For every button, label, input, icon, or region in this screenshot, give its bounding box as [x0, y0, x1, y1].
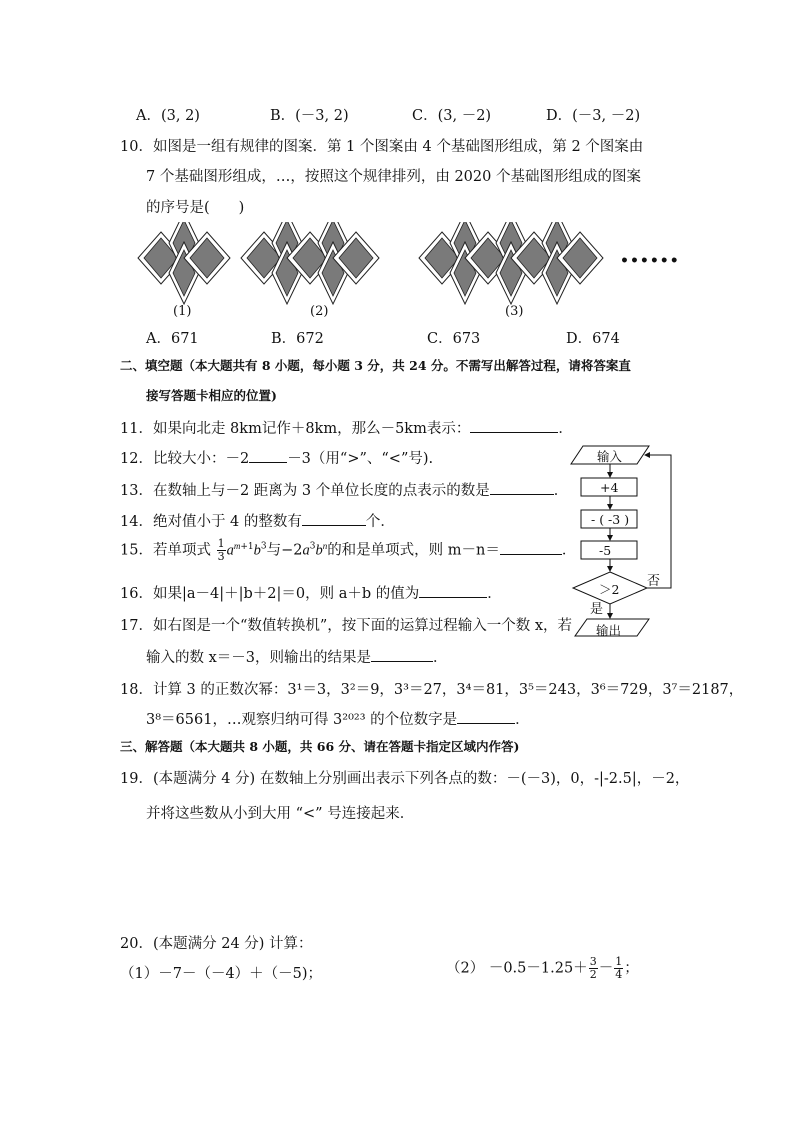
q13: 13．在数轴上与－2 距离为 3 个单位长度的点表示的数是 ．	[120, 479, 568, 500]
q11-blank[interactable]	[470, 418, 558, 433]
q16-text: 16．如果|a－4|＋|b＋2|＝0，则 a＋b 的值为	[120, 586, 420, 602]
pattern-3	[419, 222, 603, 304]
q14-blank[interactable]	[302, 511, 366, 526]
flowchart-step3-label: -5	[599, 543, 612, 558]
flowchart-yes-label: 是	[590, 602, 604, 617]
q14	[120, 510, 395, 531]
q20-fraction-1: $\frac{3}{2}$	[589, 955, 597, 981]
section-3-heading: 三、解答题（本大题共 8 小题，共 66 分、请在答题卡指定区域内作答)	[120, 739, 520, 754]
flowchart-no-label: 否	[647, 574, 661, 589]
q9-option-c: C．(3, －2)	[412, 108, 492, 124]
q17-blank[interactable]	[371, 647, 433, 662]
section-2-heading-cont: 接写答题卡相应的位置)	[146, 388, 277, 403]
conversion-flowchart	[565, 442, 685, 642]
q10-option-d: D．674	[566, 331, 620, 347]
q17-line1: 17．如右图是一个“数值转换机”，按下面的运算过程输入一个数 x，若	[120, 618, 573, 634]
q16: 16．如果|a－4|＋|b＋2|＝0，则 a＋b 的值为 ．	[120, 582, 502, 603]
q10-option-a: A．671	[146, 331, 199, 347]
q9-option-d: D．(－3, －2)	[546, 108, 641, 124]
continuation-dots: ••••••	[620, 253, 680, 269]
q12-text-post: －3（用“>”、“<”号).	[287, 451, 434, 467]
flowchart-input-label: 输入	[597, 449, 623, 464]
no-loop-arrow	[645, 455, 671, 588]
q20-part2	[446, 956, 639, 981]
q20-part2-text: （2） －0.5－1.25＋	[446, 960, 588, 977]
q10-option-b: B．672	[271, 331, 324, 347]
q15: 15．若单项式 $\frac{1}{3}$ $a^{m+1}b^3$与$-2a^3b^n$的和是单项式，则 m－n＝ ．	[120, 537, 577, 563]
q19-line2: 并将这些数从小到大用 “<” 号连接起来．	[146, 806, 415, 822]
q9-option-b: B．(－3, 2)	[270, 108, 349, 124]
flowchart-step1-label: +4	[600, 480, 619, 495]
q10-line3: 的序号是( )	[146, 200, 245, 216]
section-2-heading: 二、填空题（本大题共有 8 小题，每小题 3 分，共 24 分。不需写出解答过程，请将答案直	[120, 358, 631, 373]
q12-blank[interactable]	[249, 448, 287, 463]
q19-line1: 19．(本题满分 4 分) 在数轴上分别画出表示下列各点的数：－(－3)，0，-|-2.5|，－2，	[120, 771, 690, 787]
q13-blank[interactable]	[490, 480, 554, 495]
q15-blank[interactable]	[500, 540, 562, 555]
q15-fraction: $\frac{1}{3}$	[217, 537, 225, 563]
q11: 11．如果向北走 8km记作＋8km，那么－5km表示： ．	[120, 417, 573, 438]
q20-heading: 20．(本题满分 24 分) 计算：	[120, 936, 313, 952]
q14-text: 14．绝对值小于 4 的整数有	[120, 514, 302, 530]
q18: 3⁸＝6561，…观察归纳可得 3²⁰²³ 的个位数字是 ．	[146, 708, 530, 729]
q20-part2-mid: －	[598, 960, 614, 977]
pattern-3-label: (3)	[505, 304, 524, 319]
q20-part1: （1）－7－（－4）＋（－5)；	[120, 966, 323, 982]
q20-fraction-2: $\frac{1}{4}$	[615, 955, 623, 981]
q17: 输入的数 x＝－3，则输出的结果是 ．	[146, 646, 448, 667]
q18-text: 3⁸＝6561，…观察归纳可得 3²⁰²³ 的个位数字是	[146, 712, 458, 728]
q17-text: 输入的数 x＝－3，则输出的结果是	[146, 650, 372, 666]
pattern-2-label: (2)	[310, 304, 329, 319]
flowchart-step2-label: - ( -3 )	[591, 512, 630, 527]
q10-pattern-figure	[130, 222, 670, 322]
q12	[120, 447, 433, 468]
q16-blank[interactable]	[419, 583, 487, 598]
q12-text: 12．比较大小：－2	[120, 451, 250, 467]
flowchart-condition-label: ＞2	[599, 582, 620, 597]
q13-text: 13．在数轴上与－2 距离为 3 个单位长度的点表示的数是	[120, 483, 490, 499]
q20-part2-post: ；	[624, 960, 639, 977]
flowchart-output-label: 输出	[596, 623, 622, 638]
q15-text-post: 的和是单项式，则 m－n＝	[327, 542, 500, 559]
q11-text: 11．如果向北走 8km记作＋8km，那么－5km表示：	[120, 421, 471, 437]
pattern-1-label: (1)	[173, 304, 192, 319]
q14-text-post: 个．	[365, 514, 395, 530]
q10-line1: 10．如图是一组有规律的图案．第 1 个图案由 4 个基础图形组成，第 2 个图案由	[120, 139, 644, 155]
pattern-1	[138, 222, 230, 304]
q10-option-c: C．673	[427, 331, 481, 347]
q10-line2: 7 个基础图形组成，…，按照这个规律排列，由 2020 个基础图形组成的图案	[146, 169, 641, 185]
q18-blank[interactable]	[457, 709, 515, 724]
q15-text-mid: 与	[266, 542, 282, 559]
pattern-2	[241, 222, 379, 304]
q9-option-a: A．(3, 2)	[136, 108, 200, 124]
q15-text: 15．若单项式	[120, 542, 211, 559]
q18-line1: 18．计算 3 的正数次幂：3¹＝3，3²＝9，3³＝27，3⁴＝81，3⁵＝243，3⁶＝729，3⁷＝2187，	[120, 682, 744, 698]
